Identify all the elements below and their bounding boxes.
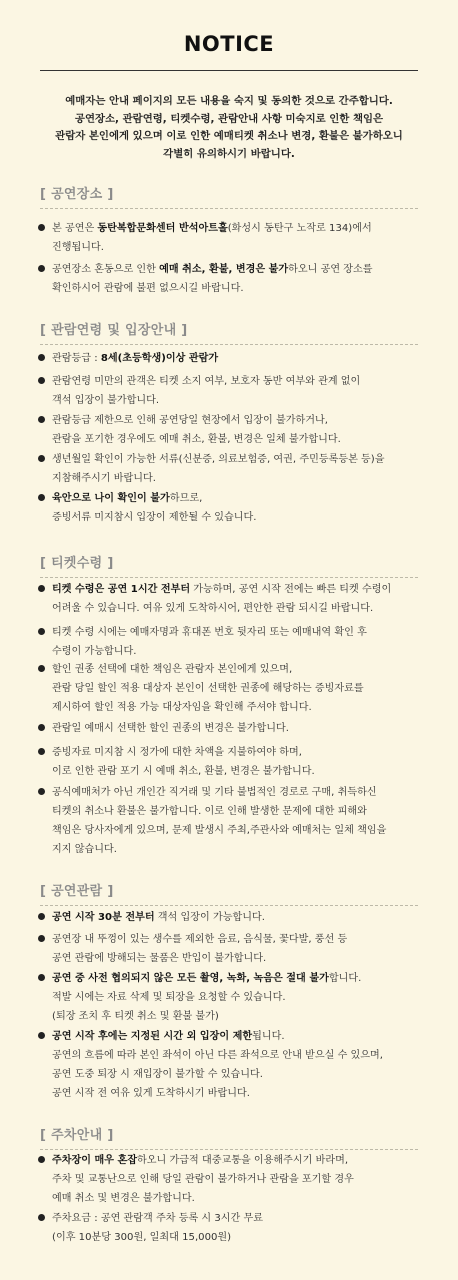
notice-line: [52, 679, 424, 698]
body-text: 객석 입장이 가능합니다.: [154, 912, 265, 923]
emphasis-text: 육안으로 나이 확인이 불가: [52, 493, 170, 504]
notice-line: [52, 450, 424, 469]
notice-line: [52, 1027, 424, 1046]
notice-item-text: [52, 660, 424, 717]
notice-line: [52, 762, 424, 781]
bullet-icon: [38, 1214, 45, 1221]
body-text: 하므로,: [169, 493, 203, 504]
intro-line: 공연장소, 관람연령, 티켓수령, 관람안내 사항 미숙지로 인한 책임은: [74, 112, 384, 125]
intro-line: 각별히 유의하시기 바랍니다.: [163, 147, 295, 160]
notice-line: [52, 279, 424, 298]
notice-line: [52, 1046, 424, 1065]
notice-line: [52, 802, 424, 821]
notice-item-text: [52, 489, 424, 527]
body-text: 증빙서류 미지참시 입장이 제한될 수 있습니다.: [52, 512, 257, 523]
body-text: 적발 시에는 자료 삭제 및 퇴장을 요청할 수 있습니다.: [52, 992, 286, 1003]
notice-line: [52, 599, 424, 618]
body-text: 주차요금 : 공연 관람객 주차 등록 시 3시간 무료: [52, 1213, 263, 1224]
body-text: 어려울 수 있습니다. 여유 있게 도착하시어, 편안한 관람 되시길 바랍니다.: [52, 603, 374, 614]
section-title: [ 관람연령 및 입장안내 ]: [40, 323, 188, 338]
body-text: 증빙자료 미지참 시 정가에 대한 차액을 지불하여야 하며,: [52, 747, 302, 758]
bullet-icon: [38, 377, 45, 384]
notice-item-text: [52, 580, 424, 618]
notice-item-text: [52, 349, 424, 368]
body-text: 이로 인한 관람 포기 시 예매 취소, 환불, 변경은 불가합니다.: [52, 766, 315, 777]
notice-line: [52, 743, 424, 762]
notice-line: [52, 260, 424, 279]
notice-line: [52, 391, 424, 410]
body-text: (퇴장 조치 후 티켓 취소 및 환불 불가): [52, 1011, 219, 1022]
section-divider: [40, 1149, 418, 1150]
section-divider: [40, 905, 418, 906]
bullet-icon: [38, 748, 45, 755]
section-title: [ 공연장소 ]: [40, 187, 114, 202]
notice-line: [52, 821, 424, 840]
notice-item-text: [52, 372, 424, 410]
notice-item-text: [52, 411, 424, 449]
notice-item-text: [52, 930, 424, 968]
emphasis-text: 공연 시작 30분 전부터: [52, 912, 155, 923]
body-text: 지지 않습니다.: [52, 844, 117, 855]
body-text: 가능하며, 공연 시작 전에는 빠른 티켓 수령이: [190, 584, 392, 595]
notice-item-text: [52, 969, 424, 1026]
section-title: [ 주차안내 ]: [40, 1128, 114, 1143]
body-text: 예매 취소 및 변경은 불가합니다.: [52, 1193, 195, 1204]
emphasis-text: 8세(초등학생)이상 관람가: [100, 353, 219, 364]
section-title: [ 티켓수령 ]: [40, 556, 114, 571]
notice-line: [52, 489, 424, 508]
body-text: 본 공연은: [52, 223, 98, 234]
bullet-icon: [38, 935, 45, 942]
notice-line: [52, 411, 424, 430]
body-text: 하오니 공연 장소를: [288, 264, 373, 275]
notice-item-text: [52, 260, 424, 298]
body-text: 진행됩니다.: [52, 242, 104, 253]
notice-line: [52, 698, 424, 717]
bullet-icon: [38, 788, 45, 795]
emphasis-text: 공연 중 사전 협의되지 않은 모든 촬영, 녹화, 녹음은 절대 불가: [52, 973, 329, 984]
body-text: 공식예매처가 아닌 개인간 직거래 및 기타 불법적인 경로로 구매, 취득하신: [52, 787, 377, 798]
bullet-icon: [38, 455, 45, 462]
page-title: NOTICE: [183, 32, 275, 56]
bullet-icon: [38, 354, 45, 361]
emphasis-text: 동탄복합문화센터 반석아트홀: [97, 223, 228, 234]
body-text: 합니다.: [328, 973, 362, 984]
body-text: 됩니다.: [252, 1031, 285, 1042]
intro-line: 관람자 본인에게 있으며 이로 인한 예매티켓 취소나 변경, 환불은 불가하오니: [55, 130, 403, 142]
bullet-icon: [38, 416, 45, 423]
body-text: 수령이 가능합니다.: [52, 646, 137, 657]
notice-line: [52, 372, 424, 391]
notice-line: [52, 623, 424, 642]
notice-item-text: [52, 450, 424, 488]
bullet-icon: [38, 494, 45, 501]
notice-line: [52, 930, 424, 949]
notice-line: [52, 908, 424, 927]
notice-line: [52, 1228, 424, 1247]
bullet-icon: [38, 665, 45, 672]
body-text: 지참해주시기 바랍니다.: [52, 473, 156, 484]
bullet-icon: [38, 1032, 45, 1039]
notice-line: [52, 219, 424, 238]
notice-line: [52, 642, 424, 661]
notice-line: [52, 238, 424, 257]
body-text: 주차 및 교통난으로 인해 당일 관람이 불가하거나 관람을 포기할 경우: [52, 1174, 354, 1185]
bullet-icon: [38, 585, 45, 592]
bullet-icon: [38, 974, 45, 981]
notice-item-text: [52, 219, 424, 257]
notice-line: [52, 1065, 424, 1084]
body-text: 하오니 가급적 대중교통을 이용해주시기 바라며,: [137, 1155, 349, 1166]
notice-line: [52, 969, 424, 988]
notice-line: [52, 1170, 424, 1189]
notice-item-text: [52, 743, 424, 781]
body-text: 관람을 포기한 경우에도 예매 취소, 환불, 변경은 일체 불가합니다.: [52, 434, 341, 445]
section-divider: [40, 577, 418, 578]
body-text: 관람등급 제한으로 인해 공연당일 현장에서 입장이 불가하거나,: [52, 415, 328, 426]
bullet-icon: [38, 265, 45, 272]
body-text: 공연의 흐름에 따라 본인 좌석이 아닌 다른 좌석으로 안내 받으실 수 있으며,: [52, 1050, 384, 1061]
notice-line: [52, 840, 424, 859]
emphasis-text: 예매 취소, 환불, 변경은 불가: [159, 264, 289, 275]
notice-item-text: [52, 719, 424, 738]
notice-line: [52, 949, 424, 968]
emphasis-text: 공연 시작 후에는 지정된 시간 외 입장이 제한: [52, 1031, 253, 1042]
intro-line: 예매자는 안내 페이지의 모든 내용을 숙지 및 동의한 것으로 간주합니다.: [65, 95, 393, 107]
notice-line: [52, 1209, 424, 1228]
bullet-icon: [38, 628, 45, 635]
notice-line: [52, 430, 424, 449]
body-text: (이후 10분당 300원, 일최대 15,000원): [52, 1232, 232, 1243]
body-text: 공연 관람에 방해되는 물품은 반입이 불가합니다.: [52, 953, 267, 964]
body-text: 할인 권종 선택에 대한 책임은 관람자 본인에게 있으며,: [52, 664, 293, 675]
section-title: [ 공연관람 ]: [40, 884, 114, 899]
body-text: 생년월일 확인이 가능한 서류(신분증, 의료보험증, 여권, 주민등록등본 등)을: [52, 454, 385, 465]
body-text: 객석 입장이 불가합니다.: [52, 395, 160, 406]
body-text: 공연장소 혼동으로 인한: [52, 264, 160, 275]
notice-line: [52, 1084, 424, 1103]
body-text: 관람 당일 할인 적용 대상자 본인이 선택한 권종에 해당하는 증빙자료를: [52, 683, 364, 694]
body-text: 확인하시어 관람에 불편 없으시길 바랍니다.: [52, 283, 244, 294]
notice-item-text: [52, 623, 424, 661]
notice-item-text: [52, 783, 424, 859]
notice-line: [52, 719, 424, 738]
bullet-icon: [38, 1156, 45, 1163]
notice-line: [52, 580, 424, 599]
body-text: 관람연령 미만의 관객은 티켓 소지 여부, 보호자 동반 여부와 관계 없이: [52, 376, 361, 387]
notice-item-text: [52, 908, 424, 927]
body-text: 공연 시작 전 여유 있게 도착하시기 바랍니다.: [52, 1088, 250, 1099]
notice-line: [52, 988, 424, 1007]
emphasis-text: 주차장이 매우 혼잡: [52, 1155, 138, 1166]
notice-line: [52, 1007, 424, 1026]
body-text: 관람등급 :: [52, 353, 101, 364]
body-text: 공연장 내 뚜껑이 있는 생수를 제외한 음료, 음식물, 꽃다발, 풍선 등: [52, 934, 348, 945]
notice-line: [52, 508, 424, 527]
body-text: 관람일 예매시 선택한 할인 권종의 변경은 불가합니다.: [52, 723, 289, 734]
notice-line: [52, 783, 424, 802]
section-divider: [40, 344, 418, 345]
body-text: 공연 도중 퇴장 시 재입장이 불가할 수 있습니다.: [52, 1069, 263, 1080]
body-text: 책임은 당사자에게 있으며, 문제 발생시 주최,주관사와 예매처는 일체 책임을: [52, 825, 387, 836]
emphasis-text: 티켓 수령은 공연 1시간 전부터: [52, 584, 191, 595]
notice-line: [52, 1189, 424, 1208]
body-text: (화성시 동탄구 노작로 134)에서: [227, 223, 372, 234]
intro-text: [40, 93, 418, 163]
body-text: 제시하여 할인 적용 가능 대상자임을 확인해 주셔야 합니다.: [52, 702, 312, 713]
body-text: 티켓의 취소나 환불은 불가합니다. 이로 인해 발생한 문제에 대한 피해와: [52, 806, 367, 817]
notice-line: [52, 660, 424, 679]
bullet-icon: [38, 224, 45, 231]
bullet-icon: [38, 913, 45, 920]
section-divider: [40, 208, 418, 209]
title-divider: [40, 70, 418, 71]
notice-line: [52, 1151, 424, 1170]
notice-item-text: [52, 1027, 424, 1103]
notice-item-text: [52, 1209, 424, 1247]
body-text: 티켓 수령 시에는 예매자명과 휴대폰 번호 뒷자리 또는 예매내역 확인 후: [52, 627, 367, 638]
notice-line: [52, 469, 424, 488]
notice-line: [52, 349, 424, 368]
bullet-icon: [38, 724, 45, 731]
notice-item-text: [52, 1151, 424, 1208]
